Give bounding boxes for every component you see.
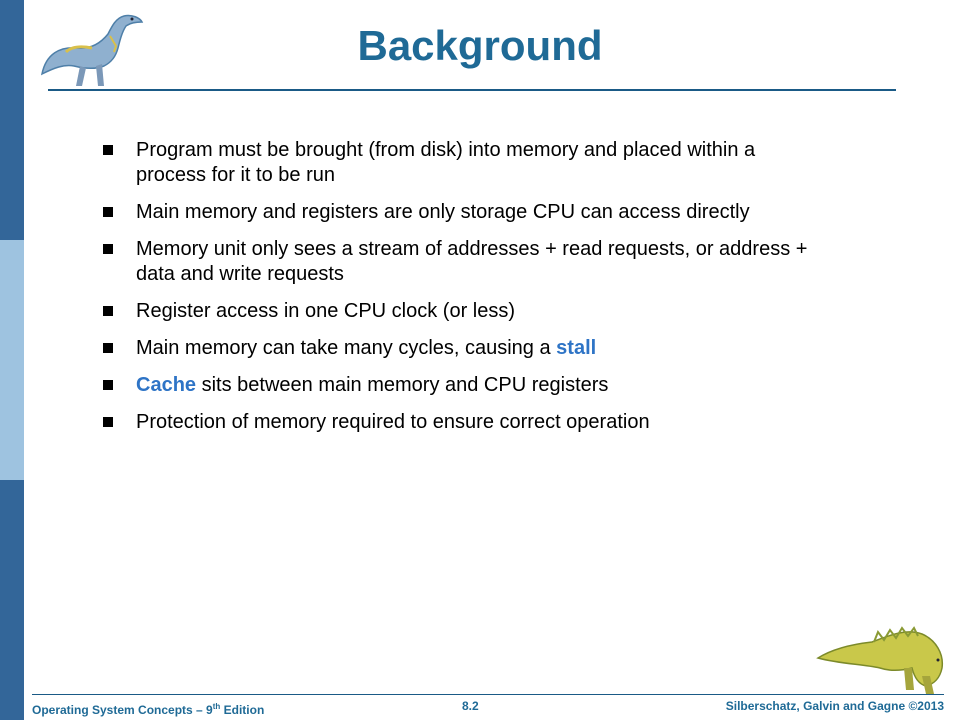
- footer-divider: [32, 694, 944, 695]
- bullet-item: [102, 200, 822, 225]
- footer-book-title-suffix: Edition: [220, 703, 265, 717]
- bullet-item: [102, 237, 822, 287]
- footer-book-title-sup: th: [212, 702, 221, 711]
- bullet-text: Memory unit only sees a stream of addresses + read requests, or address + data and write requests: [136, 238, 808, 285]
- bullet-list: [102, 138, 822, 447]
- bullet-text: Protection of memory required to ensure correct operation: [136, 411, 650, 433]
- bullet-text: sits between main memory and CPU registers: [196, 374, 609, 396]
- bullet-item: [102, 336, 822, 361]
- slide-number: 8.2: [462, 699, 479, 713]
- bullet-item: [102, 138, 822, 188]
- square-bullet-icon: [103, 417, 113, 427]
- bullet-item: [102, 410, 822, 435]
- square-bullet-icon: [103, 207, 113, 217]
- bullet-text: Main memory can take many cycles, causing a: [136, 337, 557, 359]
- bullet-text: Register access in one CPU clock (or less): [136, 300, 516, 322]
- dinosaur-icon: [814, 618, 950, 696]
- bullet-text: Program must be brought (from disk) into memory and placed within a process for it to be run: [136, 139, 756, 186]
- highlighted-term: stall: [556, 337, 597, 359]
- highlighted-term: Cache: [136, 374, 197, 396]
- bullet-text: Main memory and registers are only storage CPU can access directly: [136, 201, 750, 223]
- title-underline: [48, 89, 896, 91]
- sidebar-stripe-middle: [0, 240, 24, 480]
- square-bullet-icon: [103, 145, 113, 155]
- square-bullet-icon: [103, 380, 113, 390]
- footer-copyright: Silberschatz, Galvin and Gagne ©2013: [725, 699, 944, 713]
- square-bullet-icon: [103, 306, 113, 316]
- square-bullet-icon: [103, 244, 113, 254]
- sidebar-stripe-bottom: [0, 480, 24, 720]
- bullet-item: [102, 373, 822, 398]
- footer-book-title-prefix: Operating System Concepts – 9: [32, 703, 213, 717]
- bullet-item: [102, 299, 822, 324]
- slide-title: Background: [357, 22, 603, 69]
- footer-book-title: [32, 702, 264, 717]
- square-bullet-icon: [103, 343, 113, 353]
